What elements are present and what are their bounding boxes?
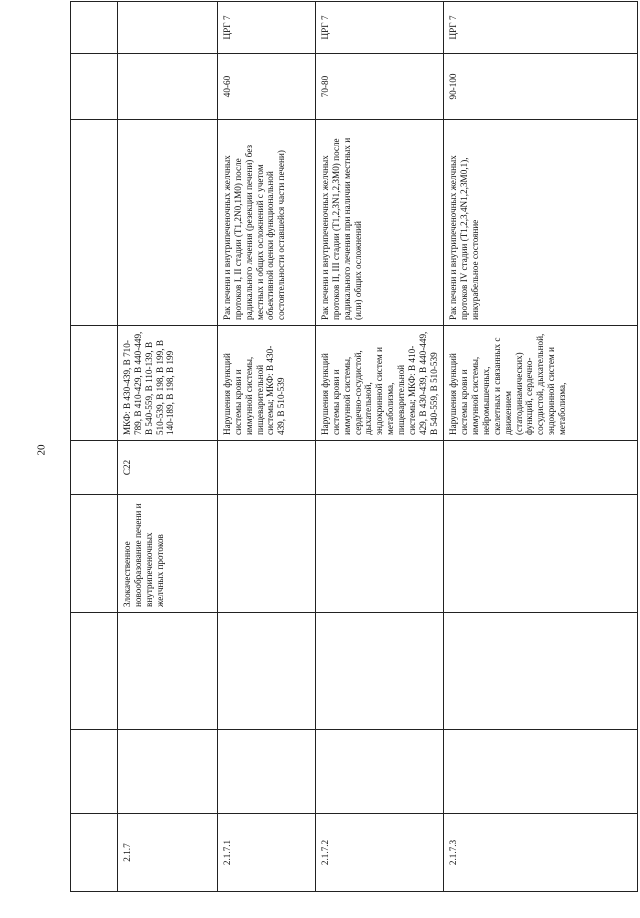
row-disorders: МКФ: В 430-439, В 710-789, В 410-429, В 440-449, В 540-559, В 110-139, В 510-539, В 198, В 199, В 140-189, В 198, В 199 <box>118 326 218 441</box>
row-icd <box>444 441 638 495</box>
row-description: Рак печени и внутрипеченочных желчных протоков IV стадии (T1,2,3,4N1,2,3M0,1), инкурабельное состояние <box>444 120 638 326</box>
row-name: Злокачественное новообразование печени и внутрипеченочных желчных протоков <box>118 495 218 613</box>
row-code: 2.1.7.1 <box>218 814 316 892</box>
table-row <box>316 2 444 892</box>
table-row <box>218 2 316 892</box>
header-cell <box>71 613 118 730</box>
row-disorders: Нарушения функций системы крови и иммунной системы, нейромышечных, скелетных и связанных с движением (статодинамических) функций, сердечно-сосудистой, дыхательной, эндокринной систем и метаболизма, <box>444 326 638 441</box>
row-group: ЦРГ 7 <box>444 2 638 54</box>
row-icd <box>316 441 444 495</box>
row-blank <box>118 613 218 730</box>
table-row <box>444 2 638 892</box>
criteria-table <box>70 1 638 892</box>
header-cell <box>71 2 118 54</box>
row-icd: C22 <box>118 441 218 495</box>
row-group <box>118 2 218 54</box>
row-disorders: Нарушения функций системы крови и иммунной системы, пищеварительной системы; МКФ: В 430-439, В 510-539 <box>218 326 316 441</box>
row-percent: 40-60 <box>218 54 316 120</box>
row-group: ЦРГ 7 <box>316 2 444 54</box>
header-cell <box>71 54 118 120</box>
row-blank <box>118 730 218 814</box>
row-description: Рак печени и внутрипеченочных желчных протоков II, III стадии (T1,2,3N1,2,3M0) после радикального лечения при наличии местных и (или) общих осложнений <box>316 120 444 326</box>
row-code: 2.1.7 <box>118 814 218 892</box>
row-description: Рак печени и внутрипеченочных желчных протоков I, II стадии (T1,2N0,1M0) после радикального лечения (резекции печени) без местных и общих осложнений с учетом объективной оценки функциональной состоятельности оставшейся части печени) <box>218 120 316 326</box>
header-cell <box>71 326 118 441</box>
row-blank <box>218 730 316 814</box>
row-disorders: Нарушения функций системы крови и иммунной системы, сердечно-сосудистой, дыхательной, эндокринной систем и метаболизма, пищеварительной системы; МКФ: В 410-429, В 430-439, В 440-449, В 540-559, В 510-539 <box>316 326 444 441</box>
header-cell <box>71 814 118 892</box>
row-blank <box>316 730 444 814</box>
header-cell <box>71 495 118 613</box>
row-name <box>444 495 638 613</box>
row-icd <box>218 441 316 495</box>
header-cell <box>71 441 118 495</box>
row-blank <box>218 613 316 730</box>
row-percent: 90-100 <box>444 54 638 120</box>
row-group: ЦРГ 7 <box>218 2 316 54</box>
header-cell <box>71 730 118 814</box>
page-number: 20 <box>35 444 48 456</box>
row-percent: 70-80 <box>316 54 444 120</box>
row-code: 2.1.7.3 <box>444 814 638 892</box>
header-cell <box>71 120 118 326</box>
table-row <box>118 2 218 892</box>
row-description <box>118 120 218 326</box>
row-blank <box>316 613 444 730</box>
table-header-row <box>71 2 118 892</box>
row-percent <box>118 54 218 120</box>
row-blank <box>444 613 638 730</box>
row-code: 2.1.7.2 <box>316 814 444 892</box>
row-name <box>316 495 444 613</box>
row-blank <box>444 730 638 814</box>
row-name <box>218 495 316 613</box>
